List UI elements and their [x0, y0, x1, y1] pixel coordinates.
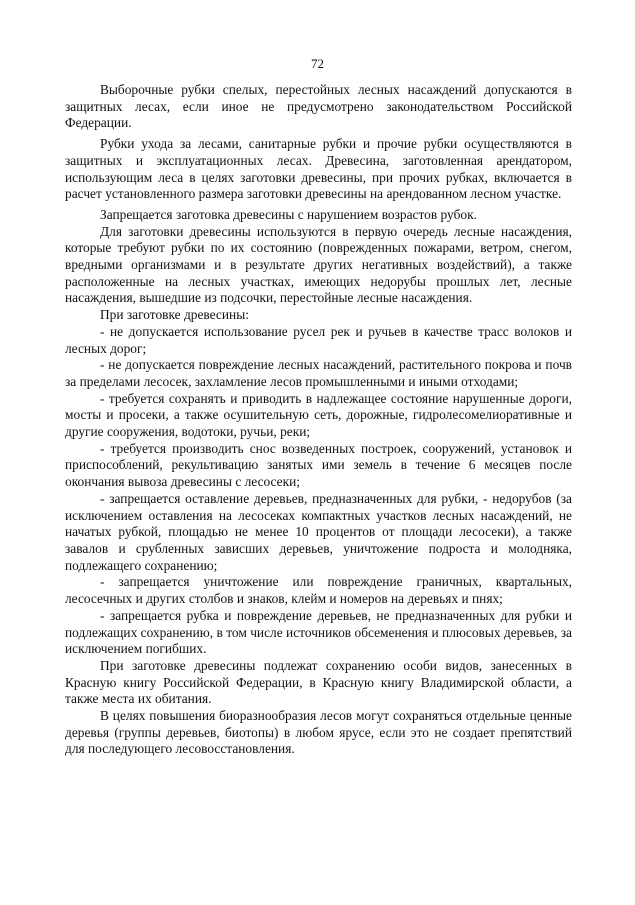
page-number: 72 [311, 56, 324, 71]
list-item: - запрещается оставление деревьев, предназначенных для рубки, - недорубов (за исключением оставления на лесосеках компактных участков лесных насаждений, не начатых рубкой, площадью не менее 10 процентов от площади лесосеки), а также завалов и срубленных зависших деревьев, уничтожение подроста и молодняка, подлежащего сохранению; [65, 490, 572, 573]
document-body [65, 82, 572, 758]
list-item: - запрещается рубка и повреждение деревьев, не предназначенных для рубки и подлежащих сохранению, в том числе источников обсеменения и плюсовых деревьев, за исключением погибших. [65, 607, 572, 657]
list-item: - запрещается уничтожение или повреждение граничных, квартальных, лесосечных и других столбов и знаков, клейм и номеров на деревьях и пнях; [65, 574, 572, 607]
list-item: - требуется сохранять и приводить в надлежащее состояние нарушенные дороги, мосты и просеки, а также осушительную сеть, дорожные, гидролесомелиоративные и другие сооружения, водотоки, ручьи, реки; [65, 390, 572, 440]
paragraph: Запрещается заготовка древесины с нарушением возрастов рубок. [100, 206, 477, 222]
list-item: - не допускается повреждение лесных насаждений, растительного покрова и почв за пределами лесосек, захламление лесов промышленными и иными отходами; [65, 357, 572, 389]
paragraph: В целях повышения биоразнообразия лесов могут сохраняться отдельные ценные деревья (группы деревьев, биотопы) в любом ярусе, если это не создает препятствий для последующего лесовосстановления. [65, 708, 572, 757]
paragraph: Для заготовки древесины используются в первую очередь лесные насаждения, которые требуют рубки по их состоянию (поврежденных пожарами, ветром, снегом, вредными организмами и в результате других негативных воздействий), а также расположенные на лесных участках, имеющих недорубы прошлых лет, лесные насаждения, вышедшие из подсочки, перестойные лесные насаждения. [65, 223, 572, 306]
list-item: - не допускается использование русел рек и ручьев в качестве трасс волоков и лесных дорог; [65, 323, 572, 356]
paragraph: При заготовке древесины подлежат сохранению особи видов, занесенных в Красную книгу Российской Федерации, в Красную книгу Владимирской области, а также места их обитания. [65, 657, 572, 707]
list-item: - требуется производить снос возведенных построек, сооружений, установок и приспособлений, рекультивацию занятых ими земель в течение 6 месяцев после окончания вывоза древесины с лесосеки; [65, 440, 572, 490]
paragraph: Рубки ухода за лесами, санитарные рубки и прочие рубки осуществляются в защитных и эксплуатационных лесах. Древесина, заготовленная арендатором, использующим леса в целях заготовки древесины, при прочих рубках, включается в расчет установленного размера заготовки древесины на арендованном лесном участке. [65, 136, 572, 202]
paragraph: Выборочные рубки спелых, перестойных лесных насаждений допускаются в защитных лесах, если иное не предусмотрено законодательством Российской Федерации. [65, 82, 572, 131]
paragraph: При заготовке древесины: [100, 307, 249, 323]
